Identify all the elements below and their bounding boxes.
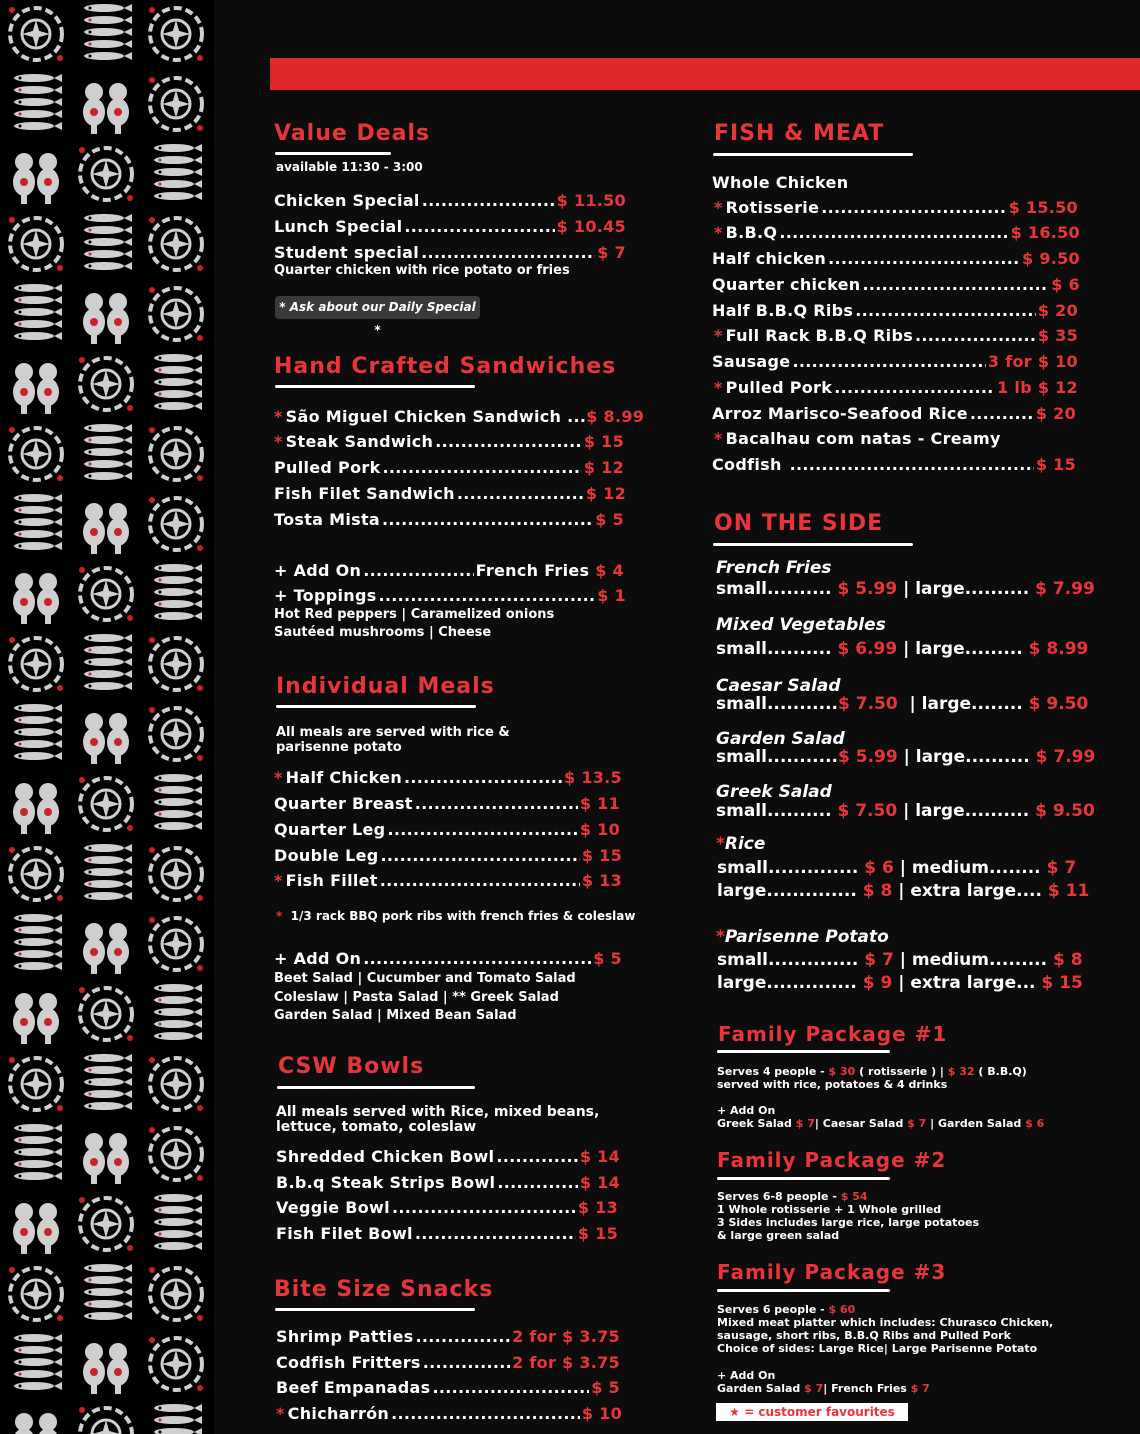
fish-pattern-icon — [144, 142, 214, 212]
student-special-note: Quarter chicken with rice potato or fries — [274, 263, 570, 278]
medallion-pattern-icon — [4, 2, 74, 72]
medallion-pattern-icon — [4, 842, 74, 912]
menu-item-row: * São Miguel Chicken Sandwich ... $ 8.99 — [274, 407, 645, 426]
decorative-tile-pattern — [0, 0, 214, 1434]
meals-addon-row: + Add On ..... $ 5 — [274, 949, 622, 968]
rooster-pattern-icon — [74, 1122, 144, 1192]
fish-pattern-icon — [144, 1192, 214, 1262]
family-package-1-underline — [717, 1050, 890, 1053]
favourite-star-icon: * — [714, 198, 723, 217]
family-package-3-details: Serves 6 people - $ 60 — [717, 1303, 856, 1316]
fish-pattern-icon — [144, 352, 214, 422]
meals-addon-list: Beet Salad | Cucumber and Tomato Salad — [274, 971, 576, 986]
fish-pattern-icon — [74, 842, 144, 912]
fish-pattern-icon — [74, 632, 144, 702]
menu-item-row: Quarter Breast ..... $ 11 — [274, 794, 620, 813]
menu-item-row: Fish Filet Sandwich ..... $ 12 — [274, 484, 626, 503]
medallion-pattern-icon — [144, 282, 214, 352]
menu-item-row: Beef Empanadas ..... $ 5 — [276, 1378, 620, 1397]
rooster-pattern-icon — [74, 1332, 144, 1402]
menu-item-row: Codfish ..... $ 15 — [712, 455, 1076, 474]
favourite-star-icon: * — [276, 1404, 285, 1423]
medallion-pattern-icon — [144, 912, 214, 982]
medallion-pattern-icon — [4, 1262, 74, 1332]
medallion-pattern-icon — [144, 492, 214, 562]
rooster-pattern-icon — [74, 72, 144, 142]
daily-special-badge: * Ask about our Daily Special * — [275, 296, 480, 319]
favourite-star-icon: * — [714, 429, 723, 448]
side-price-row: large.............. $ 8 | extra large.... $ 11 — [717, 881, 1090, 901]
meals-addon-list: Garden Salad | Mixed Bean Salad — [274, 1008, 517, 1023]
fish-meat-underline — [713, 153, 913, 156]
value-deals-availability: available 11:30 - 3:00 — [276, 160, 423, 174]
fish-pattern-icon — [4, 702, 74, 772]
snacks-title: Bite Size Snacks — [274, 1277, 494, 1302]
fish-pattern-icon — [74, 212, 144, 282]
toppings-list: Hot Red peppers | Caramelized onions — [274, 607, 555, 622]
menu-item-row: Veggie Bowl ..... $ 13 — [276, 1198, 618, 1217]
favourite-star-icon: * — [274, 432, 283, 451]
rooster-pattern-icon — [74, 702, 144, 772]
meals-addon-list: Coleslaw | Pasta Salad | ** Greek Salad — [274, 990, 559, 1005]
rooster-pattern-icon — [4, 562, 74, 632]
sandwich-addon-row: + Add On ..... French Fries $ 4 — [274, 561, 624, 580]
fish-pattern-icon — [144, 982, 214, 1052]
favourite-star-icon: * — [274, 871, 283, 890]
side-french-fries: French Fries — [716, 558, 832, 578]
side-caesar-salad: Caesar Salad — [716, 676, 841, 696]
meals-note: parisenne potato — [276, 740, 402, 755]
family-package-2-details: 1 Whole rotisserie + 1 Whole grilled — [717, 1203, 942, 1216]
medallion-pattern-icon — [144, 1052, 214, 1122]
family-package-2-details: & large green salad — [717, 1229, 840, 1242]
favourite-star-icon: * — [714, 326, 723, 345]
menu-item-row: Tosta Mista ..... $ 5 — [274, 510, 624, 529]
header-red-bar — [270, 58, 1140, 90]
family-package-1-title: Family Package #1 — [718, 1022, 948, 1046]
sides-title: ON THE SIDE — [714, 511, 884, 536]
medallion-pattern-icon — [144, 702, 214, 772]
side-mixed-vegetables: Mixed Vegetables — [716, 615, 886, 635]
family-package-1-addon: + Add On — [717, 1104, 776, 1117]
whole-chicken-heading: Whole Chicken — [712, 173, 849, 192]
family-package-3-details: Mixed meat platter which includes: Churasco Chicken, — [717, 1316, 1054, 1329]
rooster-pattern-icon — [74, 282, 144, 352]
favourite-star-icon: * — [274, 768, 283, 787]
family-package-1-addon-list: Greek Salad $ 7| Caesar Salad $ 7 | Garden Salad $ 6 — [717, 1117, 1045, 1130]
snacks-underline — [275, 1308, 475, 1311]
side-price-row: small.......... $ 6.99 | large......... $ 8.99 — [716, 639, 1089, 659]
value-deals-underline — [275, 152, 391, 155]
sandwiches-underline — [275, 385, 475, 388]
side-price-row: small.......... $ 5.99 | large.......... $ 7.99 — [716, 579, 1095, 599]
medallion-pattern-icon — [4, 632, 74, 702]
fish-pattern-icon — [74, 1052, 144, 1122]
individual-meals-title: Individual Meals — [276, 674, 495, 699]
side-price-row: small.............. $ 6 | medium........ $ 7 — [717, 858, 1077, 878]
menu-item-row: * Fish Fillet ..... $ 13 — [274, 871, 622, 890]
family-package-1-details: Serves 4 people - $ 30 ( rotisserie ) | $ 32 ( B.B.Q) — [717, 1065, 1027, 1078]
menu-item-row: Chicken Special ..... $ 11.50 — [274, 191, 626, 210]
menu-item-row: Arroz Marisco-Seafood Rice ..... $ 20 — [712, 404, 1076, 423]
menu-item-row: B.b.q Steak Strips Bowl ..... $ 14 — [276, 1173, 620, 1192]
medallion-pattern-icon — [74, 1402, 144, 1434]
medallion-pattern-icon — [74, 352, 144, 422]
family-package-3-addon: + Add On — [717, 1369, 776, 1382]
family-package-2-underline — [717, 1177, 890, 1180]
bowls-note: All meals served with Rice, mixed beans, — [276, 1104, 600, 1120]
menu-item-row: Quarter chicken ..... $ 6 — [712, 275, 1080, 294]
ribs-note: * 1/3 rack BBQ pork ribs with french fries & coleslaw — [276, 909, 636, 923]
medallion-pattern-icon — [144, 212, 214, 282]
meals-note: All meals are served with rice & — [276, 725, 510, 740]
menu-item-row: Shrimp Patties ..... 2 for $ 3.75 — [276, 1327, 620, 1346]
side-price-row: small...........$ 7.50 | large........ $ 9.50 — [716, 694, 1089, 714]
menu-item-row: Fish Filet Bowl ..... $ 15 — [276, 1224, 618, 1243]
menu-item-row: * B.B.Q ..... $ 16.50 — [714, 223, 1080, 242]
medallion-pattern-icon — [144, 1262, 214, 1332]
rooster-pattern-icon — [4, 982, 74, 1052]
fish-pattern-icon — [4, 1332, 74, 1402]
menu-item-row: * Steak Sandwich ..... $ 15 — [274, 432, 624, 451]
menu-item-row: Pulled Pork ..... $ 12 — [274, 458, 624, 477]
side-price-row: small.............. $ 7 | medium......... $ 8 — [717, 950, 1083, 970]
medallion-pattern-icon — [144, 632, 214, 702]
bowls-note: lettuce, tomato, coleslaw — [276, 1119, 477, 1135]
csw-bowls-underline — [277, 1086, 475, 1089]
rooster-pattern-icon — [4, 1402, 74, 1434]
fish-pattern-icon — [4, 912, 74, 982]
sandwiches-title: Hand Crafted Sandwiches — [274, 354, 617, 379]
menu-item-row: Shredded Chicken Bowl ..... $ 14 — [276, 1147, 620, 1166]
menu-item-row: Sausage ..... 3 for $ 10 — [712, 352, 1078, 371]
medallion-pattern-icon — [144, 1122, 214, 1192]
fish-meat-title: FISH & MEAT — [714, 121, 885, 146]
rooster-pattern-icon — [4, 352, 74, 422]
family-package-1-details: served with rice, potatoes & 4 drinks — [717, 1078, 948, 1091]
individual-meals-underline — [276, 705, 476, 708]
medallion-pattern-icon — [144, 72, 214, 142]
family-package-2-title: Family Package #2 — [717, 1148, 947, 1172]
menu-item-row: Codfish Fritters ..... 2 for $ 3.75 — [276, 1353, 620, 1372]
side-rice: *Rice — [716, 834, 766, 854]
medallion-pattern-icon — [144, 2, 214, 72]
family-package-3-addon-list: Garden Salad $ 7| French Fries $ 7 — [717, 1382, 930, 1395]
medallion-pattern-icon — [144, 1332, 214, 1402]
family-package-3-title: Family Package #3 — [717, 1260, 947, 1284]
rooster-pattern-icon — [4, 772, 74, 842]
value-deals-title: Value Deals — [274, 121, 431, 146]
fish-pattern-icon — [4, 492, 74, 562]
medallion-pattern-icon — [74, 982, 144, 1052]
favourite-star-icon: * — [274, 407, 283, 426]
menu-item-row: Quarter Leg ..... $ 10 — [274, 820, 620, 839]
rooster-pattern-icon — [74, 492, 144, 562]
side-price-row: large.............. $ 9 | extra large... $ 15 — [717, 973, 1083, 993]
fish-pattern-icon — [74, 2, 144, 72]
fish-pattern-icon — [74, 422, 144, 492]
fish-pattern-icon — [4, 1122, 74, 1192]
menu-item-row: * Rotisserie ..... $ 15.50 — [714, 198, 1078, 217]
family-package-3-details: Choice of sides: Large Rice| Large Parisenne Potato — [717, 1342, 1038, 1355]
medallion-pattern-icon — [74, 562, 144, 632]
medallion-pattern-icon — [144, 842, 214, 912]
favourites-legend: ★ = customer favourites — [716, 1403, 908, 1421]
menu-item-row: Student special ..... $ 7 — [274, 243, 626, 262]
medallion-pattern-icon — [74, 1192, 144, 1262]
medallion-pattern-icon — [74, 142, 144, 212]
menu-item-row: * Full Rack B.B.Q Ribs ..... $ 35 — [714, 326, 1078, 345]
side-greek-salad: Greek Salad — [716, 782, 832, 802]
fish-pattern-icon — [4, 72, 74, 142]
side-price-row: small.......... $ 7.50 | large.......... $ 9.50 — [716, 801, 1095, 821]
side-price-row: small...........$ 5.99 | large.......... $ 7.99 — [716, 747, 1096, 767]
menu-item-row: * Chicharrón ..... $ 10 — [276, 1404, 622, 1423]
family-package-3-details: sausage, short ribs, B.B.Q Ribs and Pulled Pork — [717, 1329, 1011, 1342]
family-package-3-underline — [717, 1289, 890, 1292]
medallion-pattern-icon — [4, 212, 74, 282]
fish-pattern-icon — [144, 562, 214, 632]
rooster-pattern-icon — [74, 912, 144, 982]
toppings-row: + Toppings ..... $ 1 — [274, 586, 626, 605]
menu-item-row: Half chicken ..... $ 9.50 — [712, 249, 1080, 268]
menu-item-row: Double Leg ..... $ 15 — [274, 846, 622, 865]
medallion-pattern-icon — [4, 1052, 74, 1122]
favourite-star-icon: * — [714, 223, 723, 242]
bacalhau-line: * Bacalhau com natas - Creamy — [714, 429, 1001, 448]
side-garden-salad: Garden Salad — [716, 729, 845, 749]
toppings-list: Sautéed mushrooms | Cheese — [274, 625, 492, 640]
sides-underline — [713, 543, 913, 546]
fish-pattern-icon — [144, 1402, 214, 1434]
fish-pattern-icon — [144, 772, 214, 842]
menu-item-row: Lunch Special ..... $ 10.45 — [274, 217, 626, 236]
fish-pattern-icon — [4, 282, 74, 352]
menu-item-row: Half B.B.Q Ribs ..... $ 20 — [712, 301, 1078, 320]
fish-pattern-icon — [74, 1262, 144, 1332]
csw-bowls-title: CSW Bowls — [278, 1054, 425, 1079]
menu-item-row: * Pulled Pork ..... 1 lb $ 12 — [714, 378, 1078, 397]
medallion-pattern-icon — [74, 772, 144, 842]
medallion-pattern-icon — [4, 422, 74, 492]
rooster-pattern-icon — [4, 142, 74, 212]
rooster-pattern-icon — [4, 1192, 74, 1262]
family-package-2-details: Serves 6-8 people - $ 54 — [717, 1190, 868, 1203]
side-parisenne-potato: *Parisenne Potato — [716, 927, 889, 947]
medallion-pattern-icon — [144, 422, 214, 492]
menu-item-row: * Half Chicken ..... $ 13.5 — [274, 768, 622, 787]
favourite-star-icon: * — [714, 378, 723, 397]
family-package-2-details: 3 Sides includes large rice, large potatoes — [717, 1216, 980, 1229]
